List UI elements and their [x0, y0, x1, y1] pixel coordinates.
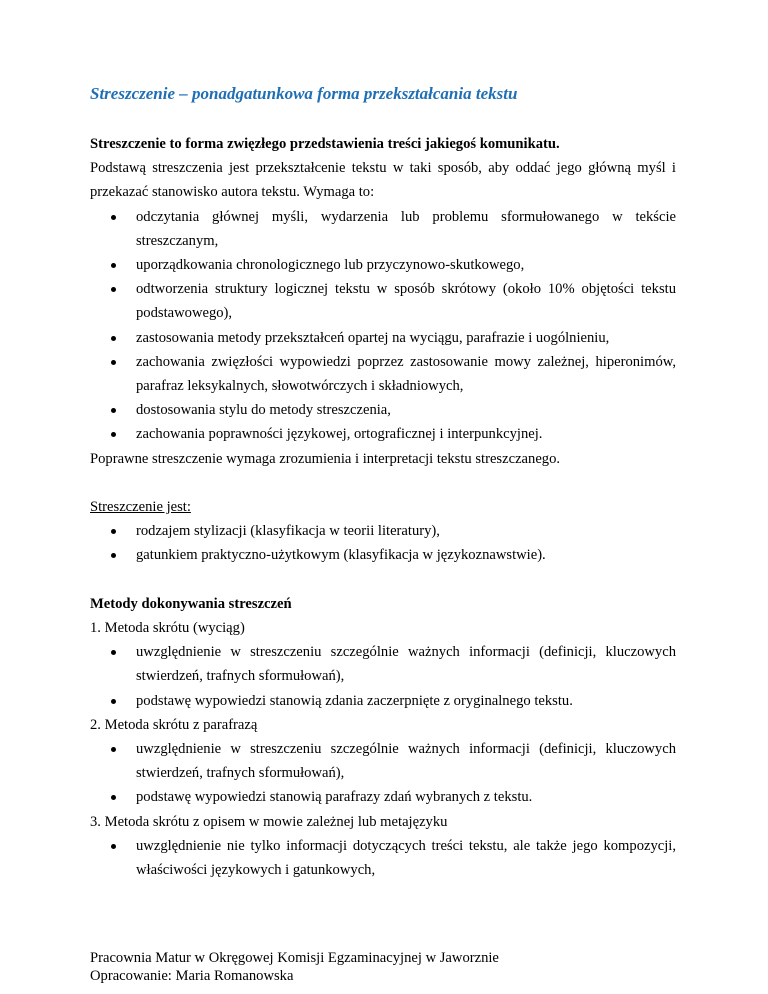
methods-heading: Metody dokonywania streszczeń: [90, 595, 292, 612]
is-section-heading: Streszczenie jest:: [90, 499, 191, 516]
footer-author: Opracowanie: Maria Romanowska: [90, 968, 294, 984]
list-item: gatunkiem praktyczno-użytkowym (klasyfikacja w językoznawstwie).: [136, 543, 676, 567]
method-1-list: [90, 640, 676, 713]
bullet-icon: [111, 529, 116, 534]
intro-closing: Poprawne streszczenie wymaga zrozumienia i interpretacji tekstu streszczanego.: [90, 450, 561, 467]
bullet-icon: [111, 795, 116, 800]
bullet-icon: [111, 747, 116, 752]
list-item: uwzględnienie nie tylko informacji dotyczących treści tekstu, ale także jego kompozycji, właściwości językowych i gatunkowych,: [136, 834, 676, 882]
document-title: Streszczenie – ponadgatunkowa forma przekształcania tekstu: [90, 84, 518, 103]
bullet-icon: [111, 287, 116, 292]
bullet-icon: [111, 336, 116, 341]
classification-list: [90, 519, 676, 567]
intro-paragraph: Podstawą streszczenia jest przekształcenie tekstu w taki sposób, aby oddać jego główną myśl i przekazać stanowisko autora tekstu. Wymaga to:: [90, 160, 676, 201]
bullet-icon: [111, 553, 116, 558]
list-item: odczytania głównej myśli, wydarzenia lub problemu sformułowanego w tekście streszczanym,: [136, 205, 676, 253]
list-item: uporządkowania chronologicznego lub przyczynowo-skutkowego,: [136, 253, 676, 277]
method-1-title: 1. Metoda skrótu (wyciąg): [90, 620, 245, 637]
list-item: zachowania zwięzłości wypowiedzi poprzez zastosowanie mowy zależnej, hiperonimów, parafraz leksykalnych, słowotwórczych i składniowych,: [136, 350, 676, 398]
bullet-icon: [111, 650, 116, 655]
intro-heading: Streszczenie to forma zwięzłego przedstawienia treści jakiegoś komunikatu.: [90, 136, 560, 152]
list-item: dostosowania stylu do metody streszczenia,: [136, 398, 676, 422]
list-item: uwzględnienie w streszczeniu szczególnie ważnych informacji (definicji, kluczowych stwierdzeń, trafnych sformułowań),: [136, 640, 676, 688]
bullet-icon: [111, 432, 116, 437]
list-item: zastosowania metody przekształceń opartej na wyciągu, parafrazie i uogólnieniu,: [136, 326, 676, 350]
method-2-title: 2. Metoda skrótu z parafrazą: [90, 716, 258, 733]
list-item: uwzględnienie w streszczeniu szczególnie ważnych informacji (definicji, kluczowych stwierdzeń, trafnych sformułowań),: [136, 737, 676, 785]
bullet-icon: [111, 408, 116, 413]
list-item: podstawę wypowiedzi stanowią zdania zaczerpnięte z oryginalnego tekstu.: [136, 689, 676, 713]
list-item: zachowania poprawności językowej, ortograficznej i interpunkcyjnej.: [136, 422, 676, 446]
bullet-icon: [111, 699, 116, 704]
method-3-title: 3. Metoda skrótu z opisem w mowie zależnej lub metajęzyku: [90, 813, 448, 830]
bullet-icon: [111, 360, 116, 365]
list-item: odtworzenia struktury logicznej tekstu w sposób skrótowy (około 10% objętości tekstu podstawowego),: [136, 277, 676, 325]
method-2-list: [90, 737, 676, 810]
footer-institution: Pracownia Matur w Okręgowej Komisji Egzaminacyjnej w Jaworznie: [90, 950, 499, 966]
page-footer: [90, 949, 676, 985]
bullet-icon: [111, 844, 116, 849]
document-body: [90, 132, 676, 882]
list-item: rodzajem stylizacji (klasyfikacja w teorii literatury),: [136, 519, 676, 543]
bullet-icon: [111, 263, 116, 268]
list-item: podstawę wypowiedzi stanowią parafrazy zdań wybranych z tekstu.: [136, 785, 676, 809]
method-3-list: [90, 834, 676, 882]
bullet-icon: [111, 215, 116, 220]
requirements-list: [90, 205, 676, 447]
